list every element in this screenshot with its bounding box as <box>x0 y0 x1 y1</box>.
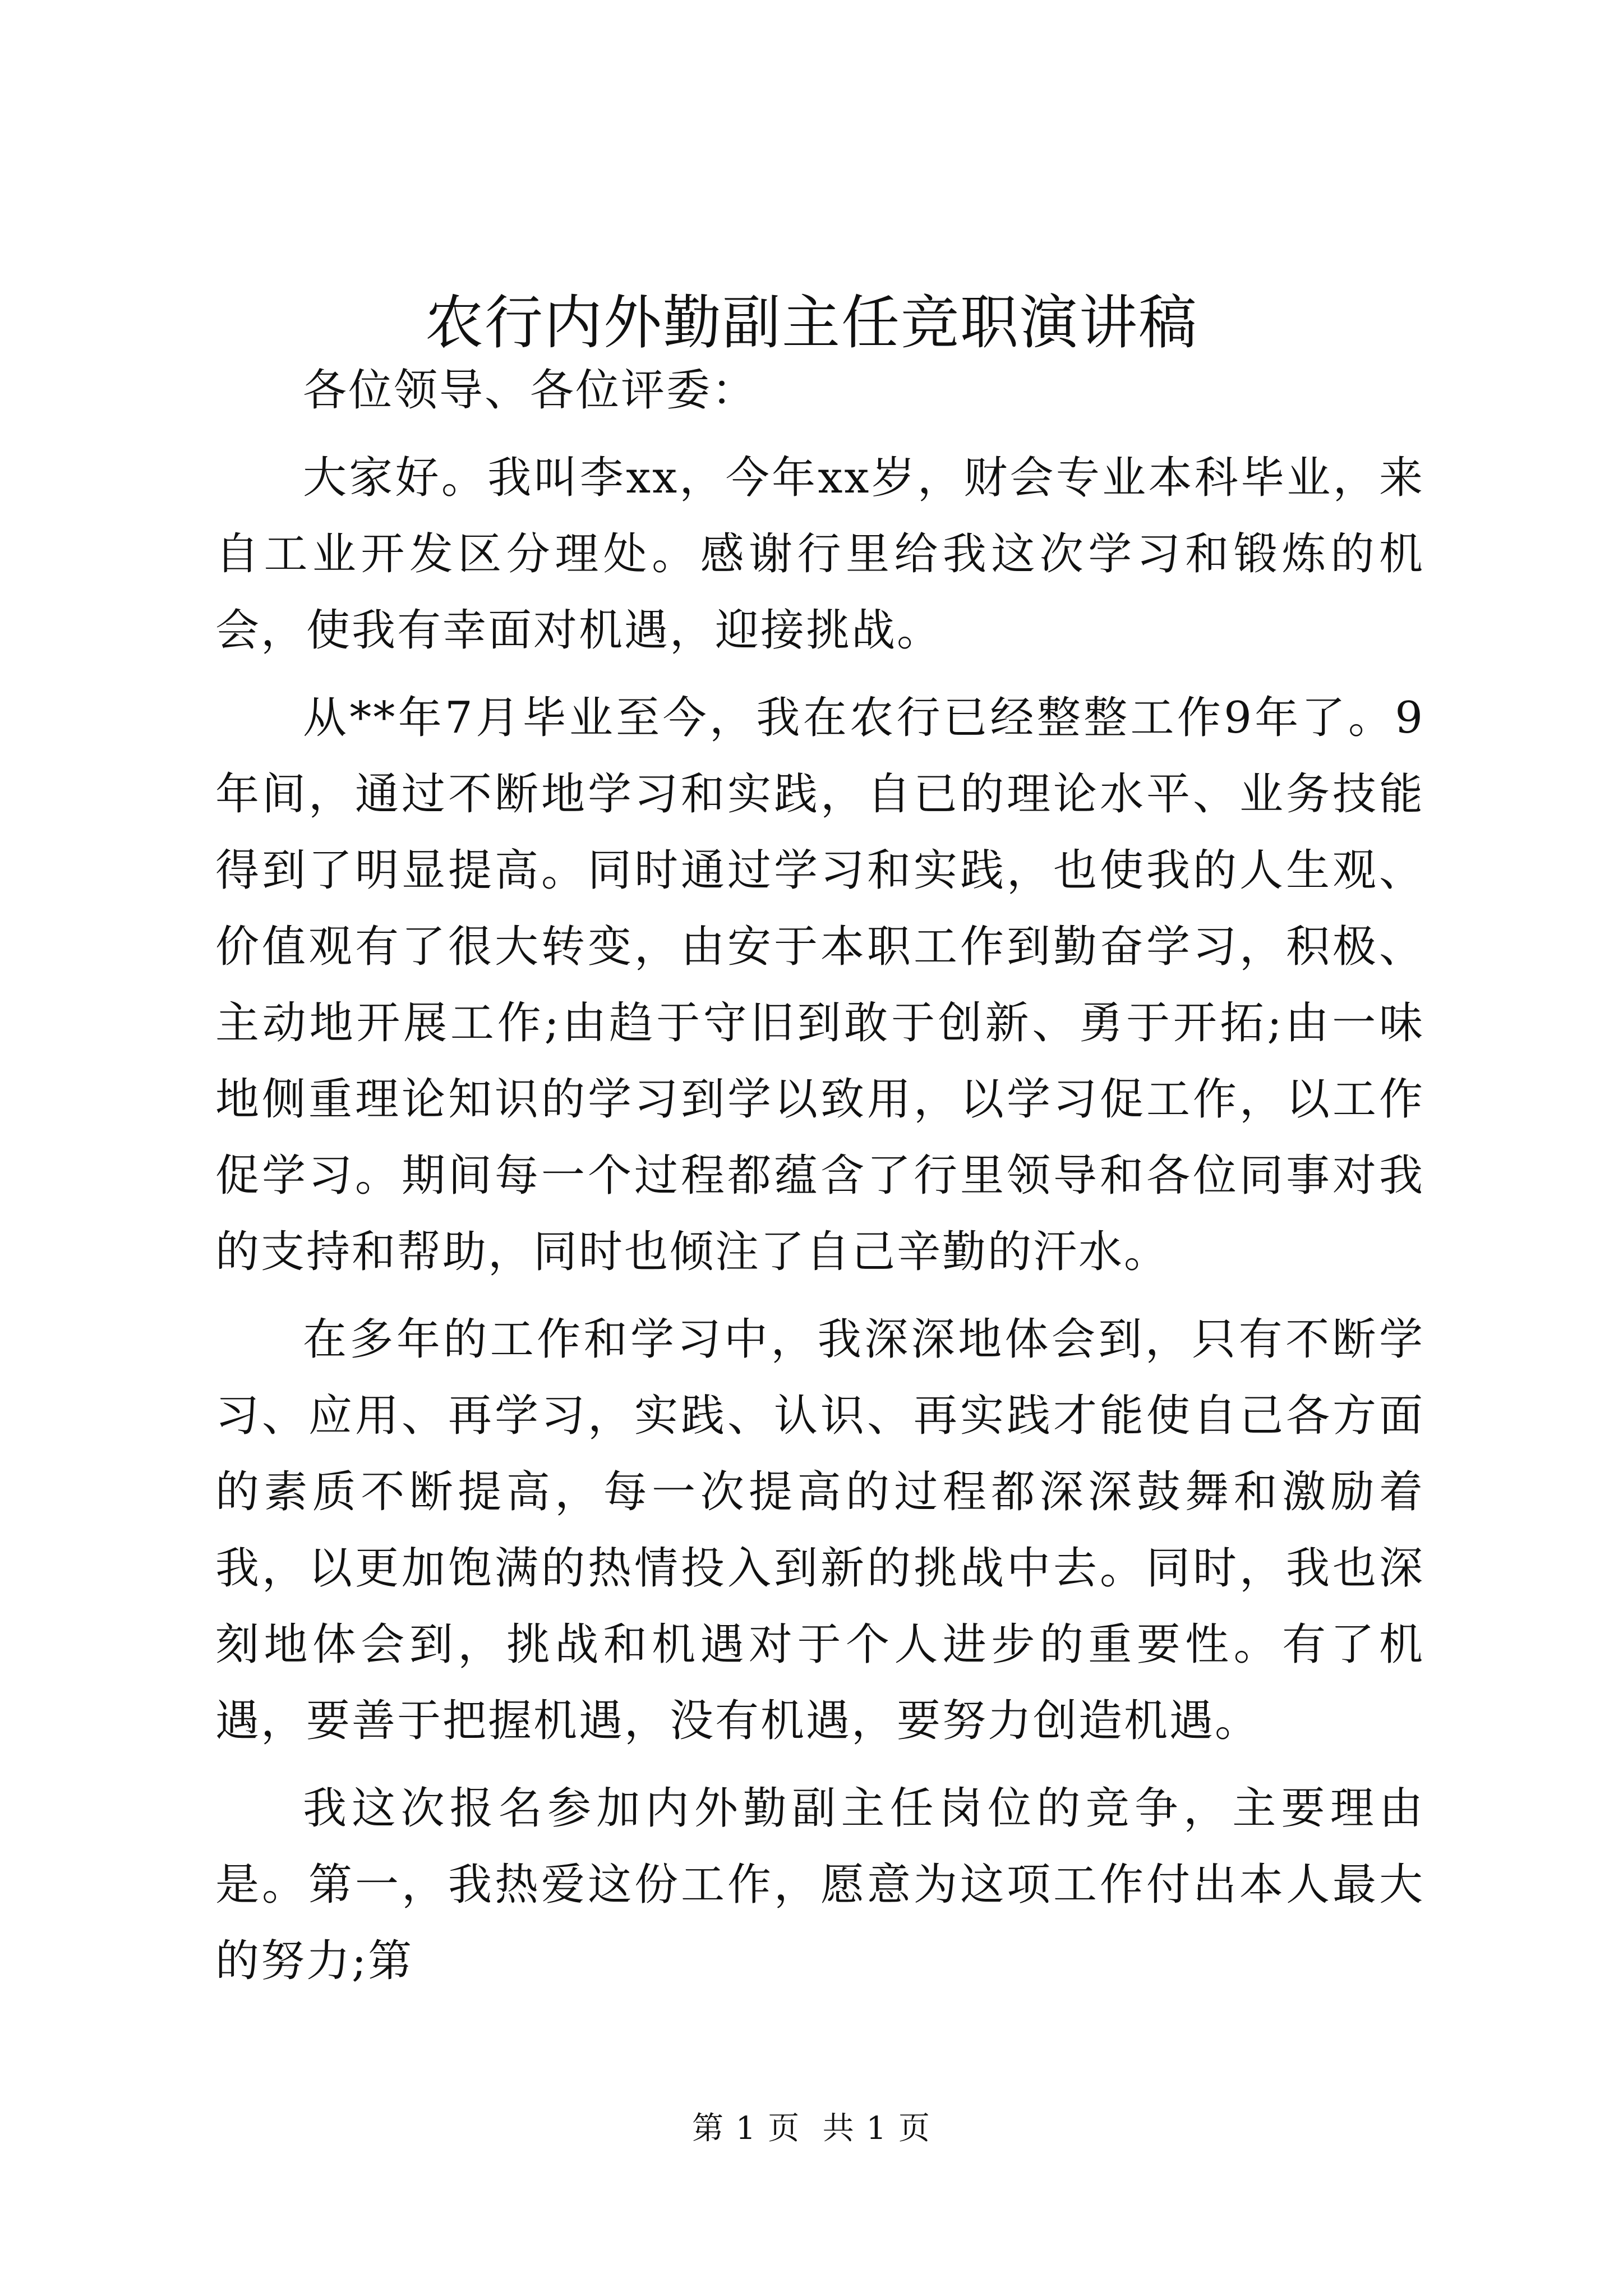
page-footer <box>0 2106 1623 2151</box>
intro-paragraph: 大家好。我叫李xx，今年xx岁，财会专业本科毕业，来自工业开发区分理处。感谢行里给我这次学习和锻炼的机会，使我有幸面对机遇，迎接挑战。 <box>215 453 1424 656</box>
reflection-paragraph: 在多年的工作和学习中，我深深地体会到，只有不断学习、应用、再学习，实践、认识、再实践才能使自己各方面的素质不断提高，每一次提高的过程都深深鼓舞和激励着我，以更加饱满的热情投入到新的挑战中去。同时，我也深刻地体会到，挑战和机遇对于个人进步的重要性。有了机遇，要善于把握机遇，没有机遇，要努力创造机遇。 <box>215 1314 1424 1746</box>
document-title: 农行内外勤副主任竞职演讲稿 <box>425 288 1198 357</box>
salutation-paragraph: 各位领导、各位评委： <box>303 365 758 416</box>
document-body <box>215 352 1424 1999</box>
experience-paragraph: 从**年7月毕业至今，我在农行已经整整工作9年了。9年间，通过不断地学习和实践，自已的理论水平、业务技能得到了明显提高。同时通过学习和实践，也使我的人生观、价值观有了很大转变，由安于本职工作到勤奋学习，积极、主动地开展工作;由趋于守旧到敢于创新、勇于开拓;由一味地侧重理论知识的学习到学以致用，以学习促工作，以工作促学习。期间每一个过程都蕴含了行里领导和各位同事对我的支持和帮助，同时也倾注了自己辛勤的汗水。 <box>215 693 1424 1277</box>
page-number: 第 1 页 共 1 页 <box>691 2110 932 2147</box>
reasons-paragraph: 我这次报名参加内外勤副主任岗位的竞争，主要理由是。第一，我热爱这份工作，愿意为这项工作付出本人最大的努力;第 <box>215 1783 1424 1986</box>
